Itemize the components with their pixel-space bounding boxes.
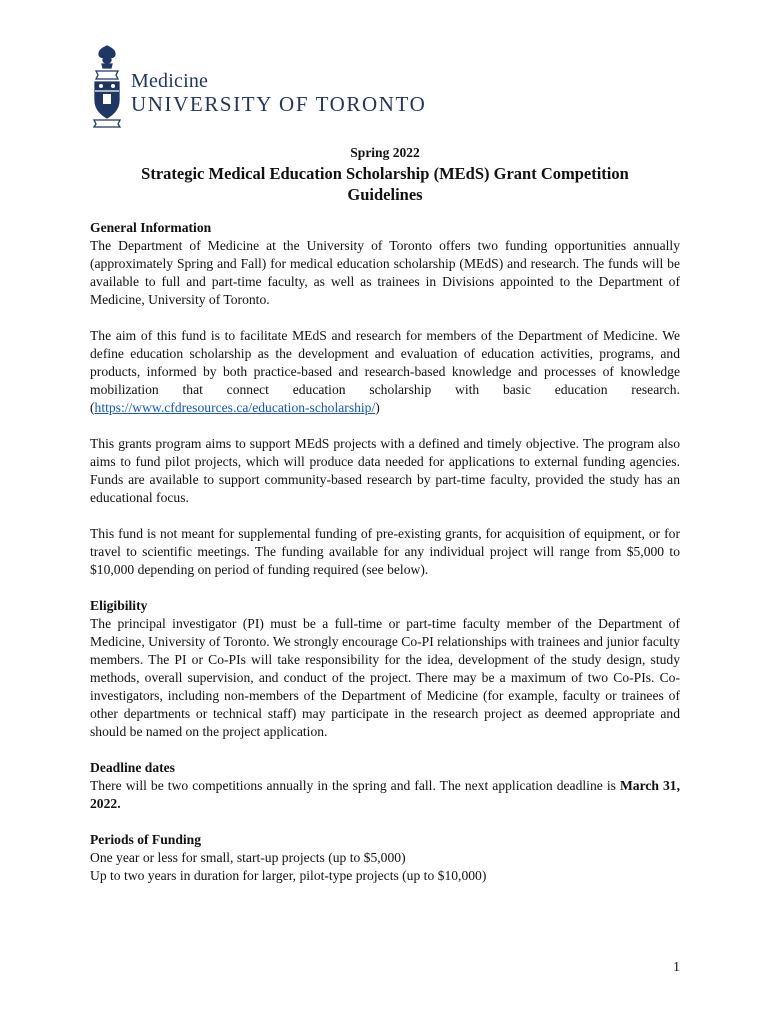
title-line-2: Guidelines: [347, 185, 423, 204]
deadline-heading: Deadline dates: [90, 760, 175, 775]
page-number: 1: [673, 960, 680, 975]
general-paragraph-4: This fund is not meant for supplemental funding of pre-existing grants, for acquisition of equipment, or for travel to scientific meetings. The funding available for any individual project will range from $5,000 to $10,000 depending on period of funding required (see below).: [90, 526, 680, 577]
period-line-1: One year or less for small, start-up projects (up to $5,000): [90, 850, 406, 865]
general-paragraph-2-close: ): [375, 400, 380, 415]
deadline-text: There will be two competitions annually in the spring and fall. The next application deadline is: [90, 778, 616, 793]
general-paragraph-2: [90, 327, 680, 417]
eligibility-heading: Eligibility: [90, 598, 148, 613]
deadline-paragraph: [90, 777, 680, 813]
general-information-heading: General Information: [90, 220, 212, 235]
crest-icon: [90, 44, 124, 128]
document-body: [90, 219, 680, 885]
season-label: Spring 2022: [350, 145, 420, 160]
logo-university-name: UNIVERSITY OF TORONTO: [131, 92, 427, 116]
general-paragraph-1: The Department of Medicine at the University of Toronto offers two funding opportunities annually (approximately Spring and Fall) for medical education scholarship (MEdS) and research. The funds will be available to full and part-time faculty, as well as trainees in Divisions appointed to the Department of Medicine, University of Toronto.: [90, 238, 680, 307]
university-logo: [90, 44, 450, 130]
general-paragraph-2-text: The aim of this fund is to facilitate MEdS and research for members of the Department of Medicine. We define education scholarship as the development and evaluation of education activities, programs, and products, informed by both practice-based and research-based knowledge and processes of knowledge mobilization that connect education scholarship with basic education research. (: [90, 328, 680, 415]
general-paragraph-3: This grants program aims to support MEdS projects with a defined and timely objective. The program also aims to fund pilot projects, which will produce data needed for applications to external funding agencies. Funds are available to support community-based research by part-time faculty, provided the study has an educational focus.: [90, 436, 680, 505]
education-scholarship-link[interactable]: https://www.cfdresources.ca/education-scholarship/: [94, 400, 376, 415]
document-title: [90, 163, 680, 205]
periods-heading: Periods of Funding: [90, 832, 202, 847]
deadline-date: March 31, 2022.: [90, 778, 680, 811]
logo-division: Medicine: [131, 70, 209, 92]
title-line-1: Strategic Medical Education Scholarship (MEdS) Grant Competition: [141, 164, 629, 183]
period-line-2: Up to two years in duration for larger, pilot-type projects (up to $10,000): [90, 868, 487, 883]
eligibility-paragraph: The principal investigator (PI) must be a full-time or part-time faculty member of the Department of Medicine, University of Toronto. We strongly encourage Co-PI relationships with trainees and junior faculty members. The PI or Co-PIs will take responsibility for the idea, development of the study design, study methods, overall supervision, and conduct of the project. There may be a maximum of two Co-PIs. Co-investigators, including non-members of the Department of Medicine (for example, faculty or trainees of other departments or technical staff) may participate in the research project as deemed appropriate and should be named on the project application.: [90, 616, 680, 739]
